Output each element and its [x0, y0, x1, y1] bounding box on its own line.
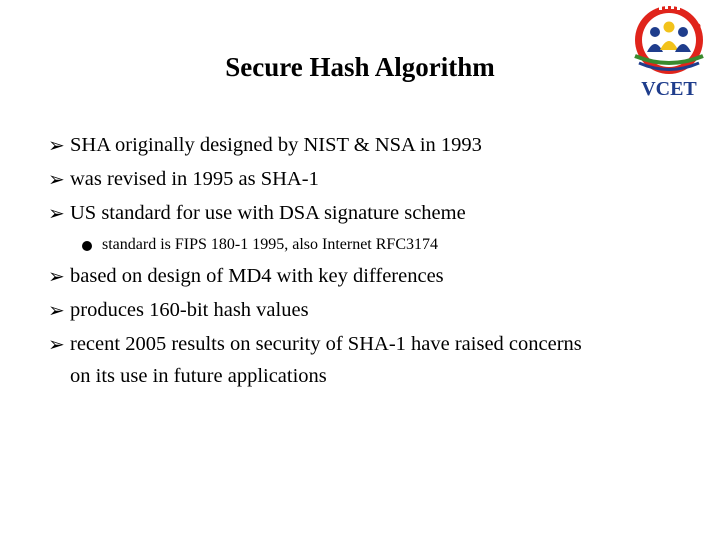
sub-bullet-text: standard is FIPS 180-1 1995, also Internet RFC3174 — [102, 236, 438, 253]
vcet-logo — [619, 0, 720, 100]
bullet-text: on its use in future applications — [70, 365, 327, 387]
arrow-bullet-icon: ➢ — [48, 167, 65, 191]
logo-text: VCET — [641, 78, 697, 100]
bullet-text: US standard for use with DSA signature scheme — [70, 202, 466, 224]
arrow-bullet-icon: ➢ — [48, 264, 65, 288]
arrow-bullet-icon: ➢ — [48, 201, 65, 225]
dot-bullet-icon — [82, 241, 92, 251]
slide-title: Secure Hash Algorithm — [225, 52, 495, 82]
arrow-bullet-icon: ➢ — [48, 133, 65, 157]
arrow-bullet-icon: ➢ — [48, 298, 65, 322]
bullet-text: SHA originally designed by NIST & NSA in 1993 — [70, 134, 482, 156]
bullet-text: was revised in 1995 as SHA-1 — [70, 168, 319, 190]
bullet-text: produces 160-bit hash values — [70, 299, 309, 321]
arrow-bullet-icon: ➢ — [48, 332, 65, 356]
bullet-text: based on design of MD4 with key differences — [70, 265, 444, 287]
bullet-text: recent 2005 results on security of SHA-1 have raised concerns — [70, 333, 582, 355]
